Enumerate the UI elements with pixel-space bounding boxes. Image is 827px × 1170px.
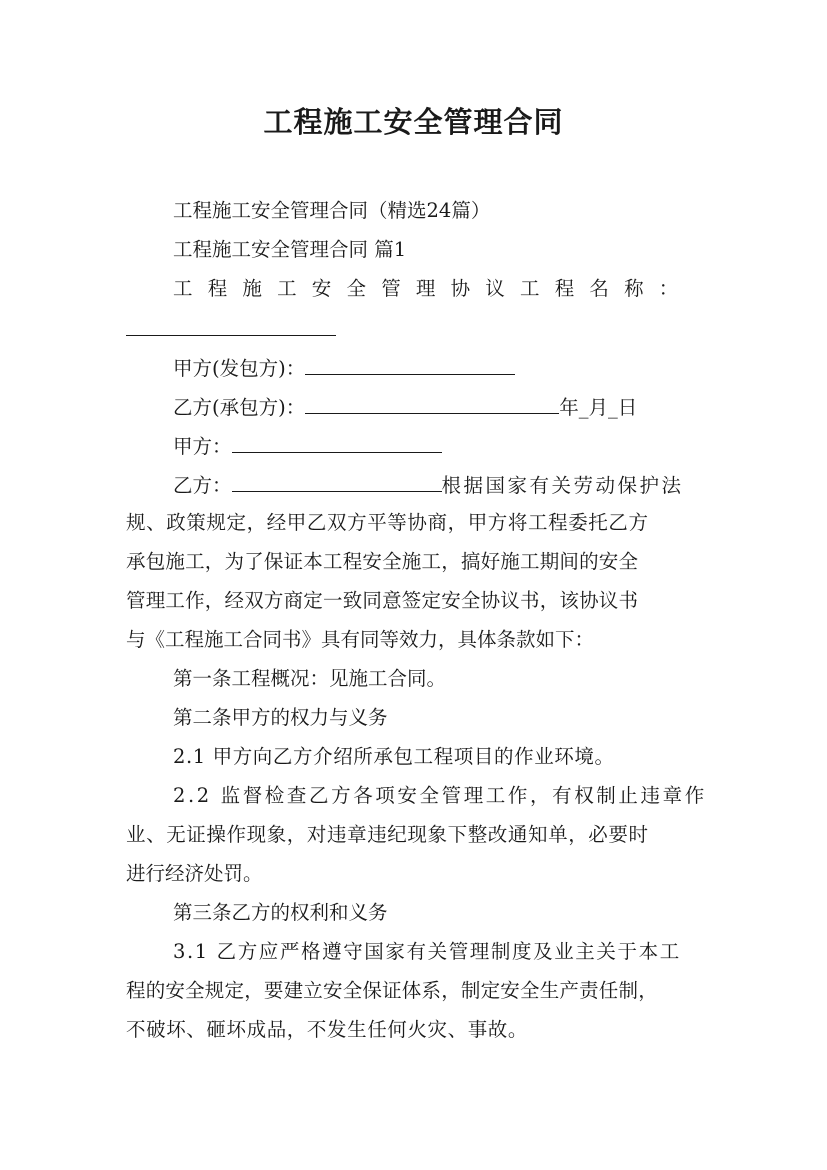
intro-line-1: 规、政策规定，经甲乙双方平等协商，甲方将工程委托乙方: [126, 511, 649, 534]
party-a-label: 甲方：: [173, 435, 232, 458]
date-suffix: 年_月_日: [559, 396, 638, 419]
intro-line-2: 承包施工，为了保证本工程安全施工，搞好施工期间的安全: [126, 550, 639, 573]
party-b-row: [173, 471, 684, 499]
clause-3-1-line-2: 不破坏、砸坏成品，不发生任何火灾、事故。: [126, 1018, 529, 1041]
article-3: 第三条乙方的权利和义务: [173, 901, 388, 924]
section-heading: 工程施工安全管理合同 篇1: [173, 238, 407, 261]
document-title: 工程施工安全管理合同: [263, 105, 564, 139]
article-2: 第二条甲方的权力与义务: [173, 706, 388, 729]
project-name-label: [173, 276, 704, 302]
clause-2-1: 2.1 甲方向乙方介绍所承包工程项目的作业环境。: [173, 745, 615, 768]
clause-2-2-line-0: 2.2 监督检查乙方各项安全管理工作，有权制止违章作: [173, 784, 707, 807]
party-a-blank: [232, 432, 442, 453]
intro-line-0: 根据国家有关劳动保护法: [441, 474, 684, 497]
party-a-contractor-row: [173, 354, 515, 382]
party-a-row: [173, 432, 442, 460]
party-b-blank: [232, 471, 442, 492]
intro-line-4: 与《工程施工合同书》具有同等效力，具体条款如下：: [126, 628, 595, 651]
party-a-contractor-label: 甲方(发包方)：: [173, 357, 306, 380]
party-b-contractor-row: [173, 393, 637, 421]
party-a-contractor-blank: [305, 354, 515, 375]
clause-2-2-line-2: 进行经济处罚。: [126, 862, 263, 885]
article-1: 第一条工程概况：见施工合同。: [173, 667, 447, 690]
party-b-contractor-blank: [305, 393, 559, 414]
clause-2-2-line-1: 业、无证操作现象，对违章违纪现象下整改通知单，必要时: [126, 823, 649, 846]
party-b-contractor-label: 乙方(承包方)：: [173, 396, 306, 419]
project-name-label-text: 工程施工安全管理协议工程名称：: [173, 277, 694, 300]
clause-3-1-line-0: 3.1 乙方应严格遵守国家有关管理制度及业主关于本工: [173, 940, 681, 963]
document-subtitle: 工程施工安全管理合同（精选24篇）: [173, 199, 491, 222]
project-name-blank: [126, 335, 336, 336]
party-b-label: 乙方：: [173, 474, 232, 497]
intro-line-3: 管理工作，经双方商定一致同意签定安全协议书，该协议书: [126, 589, 639, 612]
clause-3-1-line-1: 程的安全规定，要建立安全保证体系，制定安全生产责任制，: [126, 979, 658, 1002]
